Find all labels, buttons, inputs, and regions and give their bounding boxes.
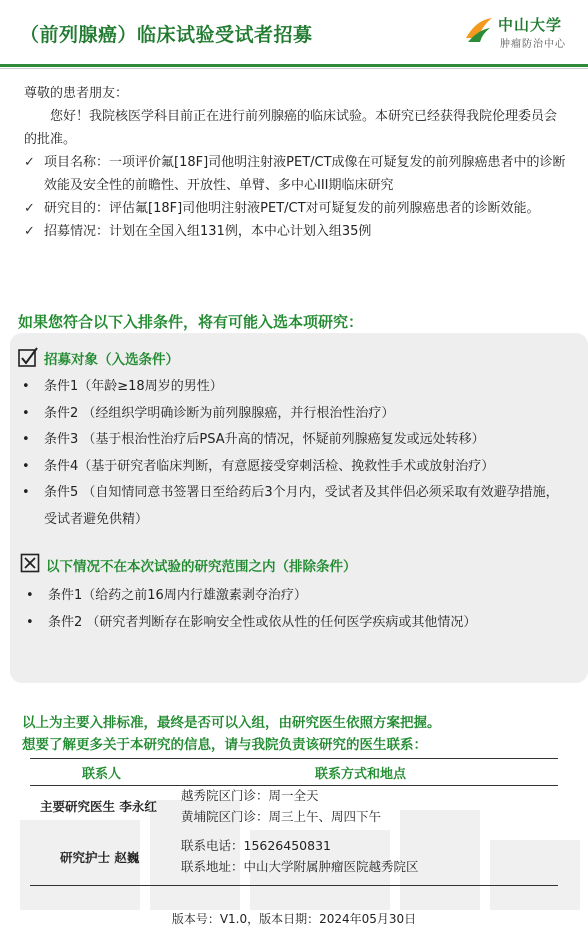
header-divider: [0, 64, 588, 67]
column-header-contact: 联系人: [82, 767, 122, 782]
bullet-icon: •: [22, 458, 30, 474]
exclusion-list: [26, 583, 562, 636]
crossed-box-icon: [20, 553, 40, 573]
intro-section: [24, 82, 568, 243]
inclusion-title: 招募对象（入选条件）: [44, 352, 179, 368]
summary: [22, 712, 441, 756]
contact-info: 越秀院区门诊：周一全天 黄埔院区门诊：周三上午、周四下午: [181, 788, 382, 824]
list-item: • 条件2 （经组织学明确诊断为前列腺腺癌，并行根治性治疗）: [22, 401, 562, 428]
version-footer: 版本号：V1.0，版本日期：2024年05月30日: [171, 912, 417, 926]
list-item: • 条件1（给药之前16周内行雄激素剥夺治疗）: [26, 583, 562, 610]
contacts-table-bottom-rule: [30, 885, 558, 886]
header: [0, 0, 588, 66]
sysucc-logo: [464, 14, 582, 58]
list-item: • 条件3 （基于根治性治疗后PSA升高的情况，怀疑前列腺癌复发或远处转移）: [22, 427, 562, 454]
summary-line: 以上为主要入排标准，最终是否可以入组，由研究医生依照方案把握。: [22, 715, 441, 731]
page-title: （前列腺癌）临床试验受试者招募: [20, 24, 313, 46]
checkmark-icon: ✓: [24, 201, 35, 216]
list-item: • 条件1（年龄≥18周岁的男性）: [22, 374, 562, 401]
logo-mark-icon: [464, 16, 494, 44]
bullet-icon: •: [22, 485, 30, 500]
greeting: 尊敬的患者朋友：: [24, 86, 129, 101]
exclusion-title: 以下情况不在本次试验的研究范围之内（排除条件）: [46, 559, 357, 575]
header-subdivider: [0, 68, 588, 69]
bullet-icon: •: [26, 614, 34, 630]
checkmark-icon: ✓: [24, 224, 35, 239]
list-item: ✓ 项目名称：一项评价氟[18F]司他明注射液PET/CT成像在可疑复发的前列腺癌患者中的诊断效能及安全性的前瞻性、开放性、单臂、多中心III期临床研究: [24, 151, 568, 197]
logo-center-name: 肿瘤防治中心: [500, 39, 566, 50]
bullet-icon: •: [22, 379, 30, 394]
bullet-icon: •: [22, 405, 30, 421]
list-item: • 条件5 （自知情同意书签署日至给药后3个月内，受试者及其伴侣必须采取有效避孕措施，受试者避免供精）: [22, 480, 562, 533]
logo-university-name: 中山大学: [498, 16, 563, 34]
contacts-table-header: [30, 758, 558, 786]
bullet-icon: •: [22, 432, 30, 447]
bullet-icon: •: [26, 588, 34, 603]
conditions-heading: 如果您符合以下入排条件，将有可能入选本项研究：: [18, 313, 364, 331]
list-item: • 条件2 （研究者判断存在影响安全性或依从性的任何医学疾病或其他情况）: [26, 610, 562, 637]
intro-body: 您好！我院核医学科目前正在进行前列腺癌的临床试验。本研究已经获得我院伦理委员会的批准。: [24, 109, 558, 147]
summary-line: 想要了解更多关于本研究的信息，请与我院负责该研究的医生联系：: [22, 737, 427, 753]
checkmark-icon: ✓: [24, 155, 35, 170]
list-item: ✓ 研究目的：评估氟[18F]司他明注射液PET/CT对可疑复发的前列腺癌患者的诊断效能。: [24, 197, 568, 220]
column-header-method: 联系方式和地点: [315, 767, 407, 782]
contact-name: 主要研究医生 李永红: [40, 799, 157, 814]
inclusion-list: [22, 374, 562, 533]
contact-name: 研究护士 赵巍: [60, 850, 140, 865]
contact-info: 联系电话：15626450831 联系地址：中山大学附属肿瘤医院越秀院区: [181, 838, 419, 874]
checked-box-icon: [18, 347, 38, 367]
list-item: • 条件4（基于研究者临床判断，有意愿接受穿刺活检、挽救性手术或放射治疗）: [22, 454, 562, 481]
list-item: ✓ 招募情况：计划在全国入组131例，本中心计划入组35例: [24, 220, 568, 243]
